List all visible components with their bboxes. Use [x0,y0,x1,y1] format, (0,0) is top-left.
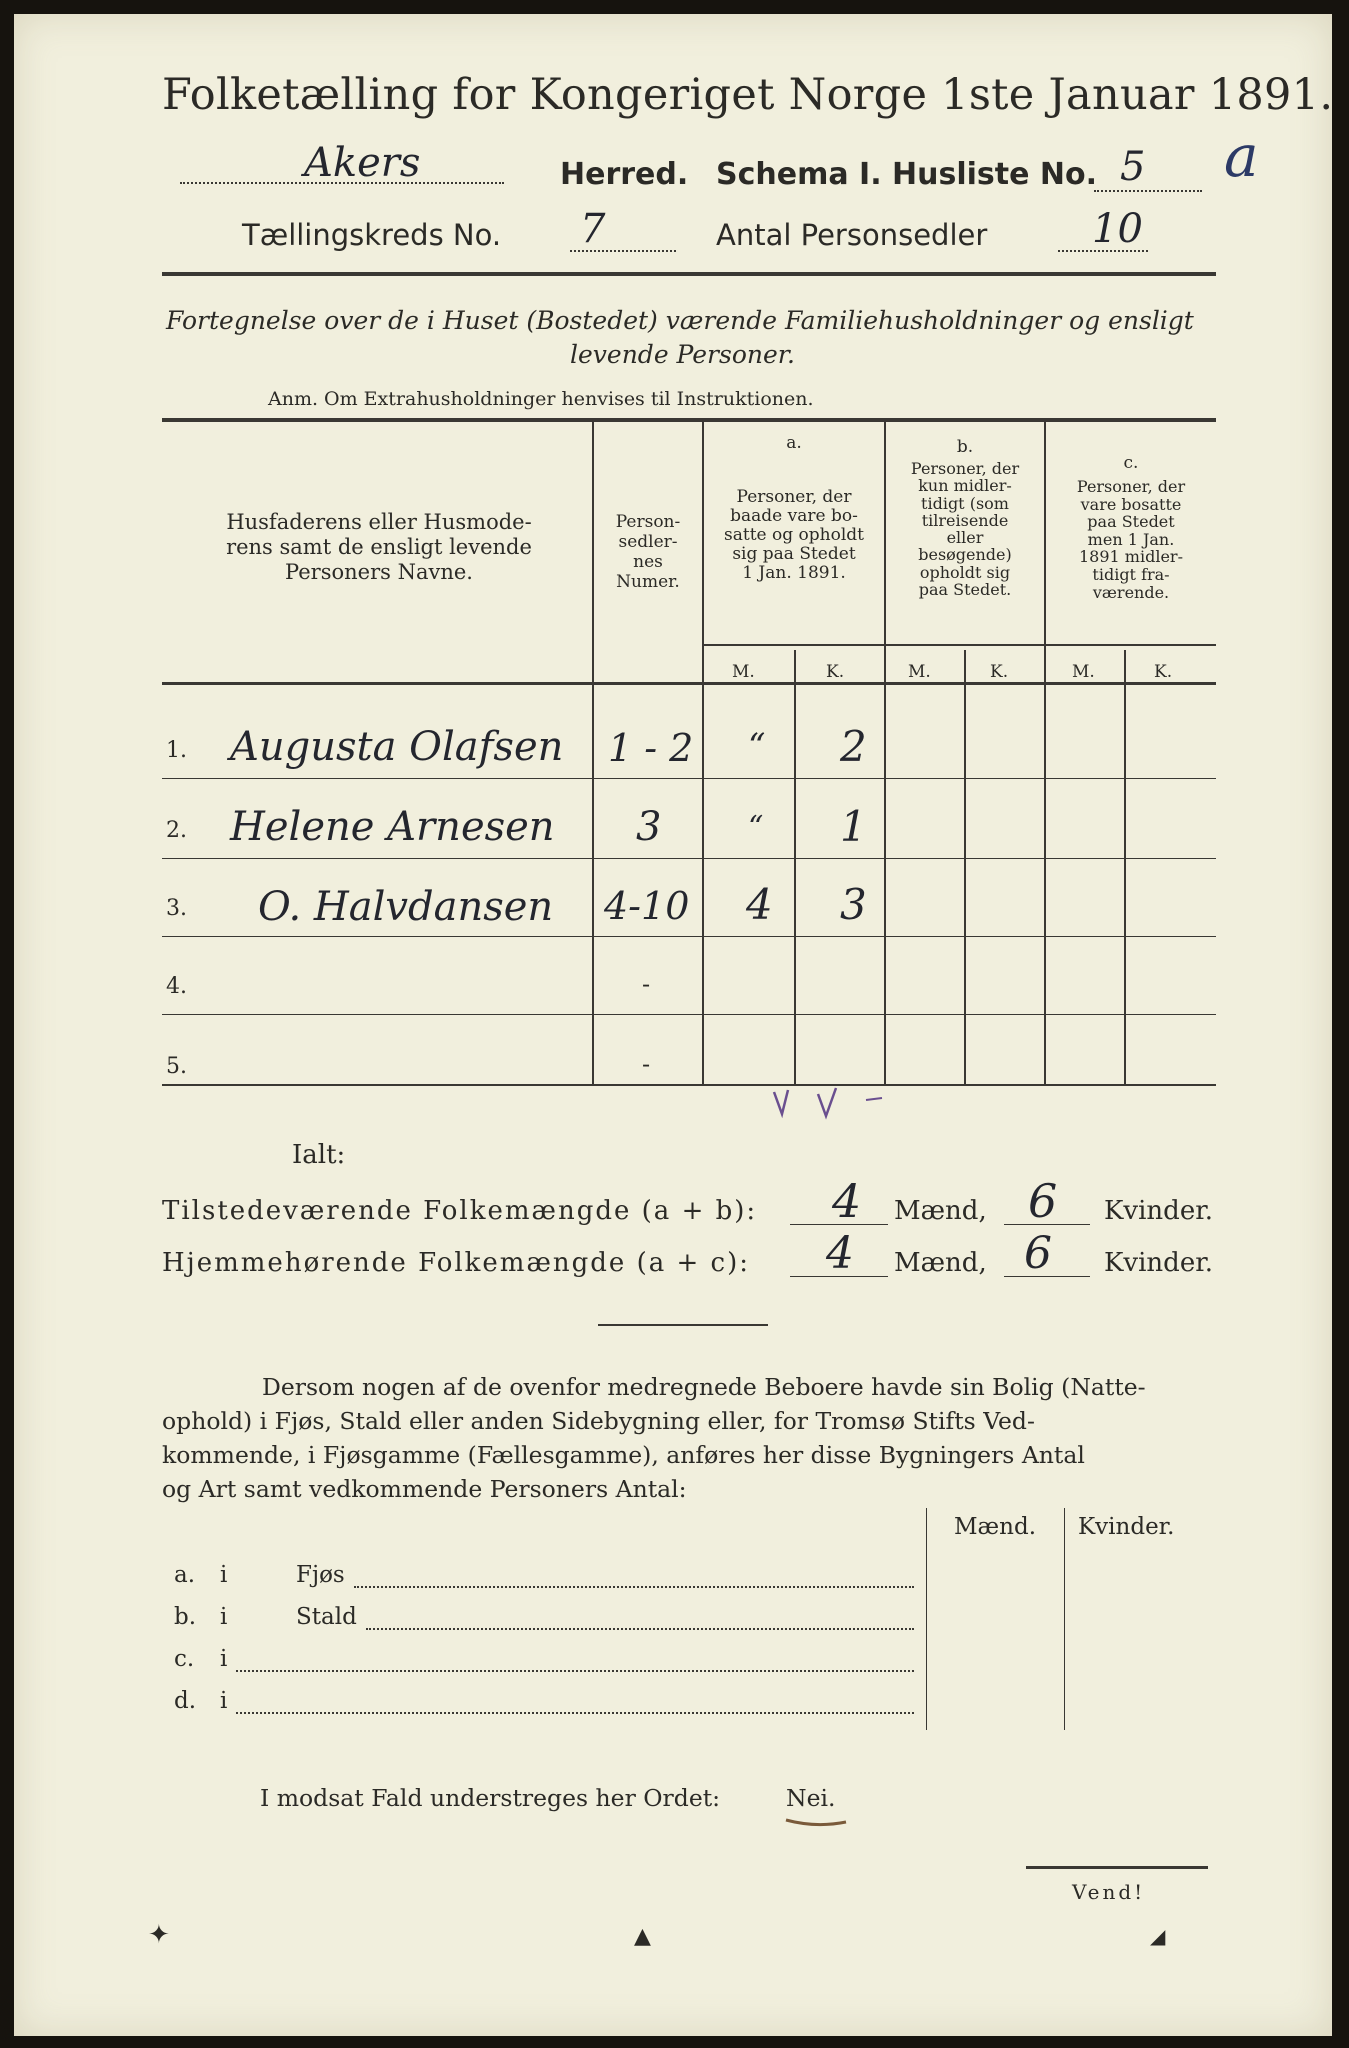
herred-label: Herred. [560,157,689,192]
building-i: i [220,1562,228,1588]
total-resident-men: 4 [826,1228,854,1279]
kreds-value: 7 [580,206,606,252]
antal-label: Antal Personsedler [716,218,988,252]
row-name: O. Halvdansen [258,884,554,930]
margin-mark: a [1224,122,1259,190]
sub-a-m: M. [732,662,755,682]
sub-c-m: M. [1072,662,1095,682]
kreds-label: Tællingskreds No. [242,218,502,252]
buildings-col-kvinder: Kvinder. [1078,1514,1175,1540]
row-2-line [162,858,1216,859]
row-3-line [162,936,1216,937]
row-number: 5. [166,1054,187,1079]
row-numer: - [642,970,651,998]
row-a-k: 2 [840,722,867,771]
sub-c-k: K. [1154,662,1173,682]
row-1-line [162,778,1216,779]
col-b-mk-divider [964,650,966,1086]
total-present-kvinder: Kvinder. [1104,1196,1214,1226]
header-c-letter: c. [1123,453,1139,473]
husliste-value: 5 [1120,144,1146,190]
row-numer: - [642,1050,651,1078]
antal-value: 10 [1092,206,1143,252]
row-a-k: 3 [840,880,867,929]
col-a-mk-divider [794,650,796,1086]
sub-a-k: K. [826,662,845,682]
building-dotted-line [354,1586,914,1588]
building-letter: d. [174,1688,197,1714]
buildings-paragraph: Dersom nogen af de ovenfor medregnede Beboere havde sin Bolig (Natte- ophold) i Fjøs, Stald eller anden Sidebygning eller, for Tromsø Stifts Ved- kommende, i Fjøsgamme (Fællesgamme), anføres her disse Bygningers Antal og Art samt vedkommende Personers Antal: [162,1373,1146,1503]
sub-b-k: K. [990,662,1009,682]
row-number: 4. [166,974,187,999]
building-dotted-line [366,1628,914,1630]
nei-word: Nei. [786,1784,836,1812]
header-numer: Person- sedler- nes Numer. [615,512,681,593]
intro-line-1: Fortegnelse over de i Huset (Bostedet) værende Familiehusholdninger og ensligt [166,306,1194,335]
row-numer: 4-10 [604,884,690,928]
building-letter: a. [174,1562,196,1588]
row-a-k: 1 [840,802,867,851]
row-4-line [162,1014,1216,1015]
row-name: Helene Arnesen [230,804,555,850]
building-label: Fjøs [296,1562,345,1588]
nei-underline-mark [782,1814,852,1830]
total-present-women: 6 [1028,1174,1058,1228]
row-number: 1. [166,738,187,763]
building-i: i [220,1604,228,1630]
header-b: Personer, der kun midler- tidigt (som tilreisende eller besøgende) opholdt sig paa Stedet. [910,459,1020,599]
row-numer: 3 [636,804,662,850]
binding-mark-center-icon: ▲ [634,1924,651,1949]
ialt-label: Ialt: [292,1140,346,1170]
header-c: Personer, der vare bosatte paa Stedet men 1 Jan. 1891 midler- tidigt fra- værende. [1076,477,1186,602]
vend-rule [1026,1866,1208,1869]
row-number: 3. [166,896,187,921]
building-letter: c. [174,1646,195,1672]
col-c-mk-divider [1124,650,1126,1086]
building-dotted-line [236,1670,914,1672]
intro-line-2: levende Personer. [570,340,795,369]
header-a: Personer, der baade vare bo- satte og opholdt sig paa Stedet 1 Jan. 1891. [724,487,864,584]
total-present-men: 4 [832,1174,862,1228]
header-names: Husfaderens eller Husmode- rens samt de ensligt levende Personers Navne. [226,510,532,585]
binding-mark-left-icon: ✦ [148,1920,170,1950]
total-resident-label: Hjemmehørende Folkemængde (a + c): [162,1248,750,1278]
check-marks-icon [770,1086,910,1126]
table-top-rule [162,418,1216,422]
building-label: Stald [296,1604,357,1630]
header-b-letter: b. [956,437,974,457]
table-header-bottom-rule [162,682,1216,685]
herred-value: Akers [304,140,421,186]
total-present-maend: Mænd, [894,1196,987,1226]
husliste-dotted-line [1094,190,1202,192]
binding-mark-right-icon: ◢ [1150,1924,1166,1948]
header-a-letter: a. [786,433,802,453]
row-numer: 1 - 2 [608,726,694,770]
building-letter: b. [174,1604,197,1630]
row-a-m: 4 [746,880,773,929]
anm-note: Anm. Om Extrahusholdninger henvises til Instruktionen. [268,388,814,410]
header-rule [162,272,1216,276]
husliste-label: Husliste No. [892,157,1097,192]
buildings-col-maend: Mænd. [954,1514,1037,1540]
vend-text: Vend! [1072,1880,1146,1904]
subheader-rule [704,644,1216,646]
row-number: 2. [166,818,187,843]
building-dotted-line [236,1712,914,1714]
schema-label: Schema I. [716,157,882,192]
total-resident-kvinder: Kvinder. [1104,1248,1214,1278]
building-i: i [220,1688,228,1714]
row-name: Augusta Olafsen [230,724,564,770]
form-title: Folketælling for Kongeriget Norge 1ste Januar 1891. [162,70,1334,120]
census-form-page [14,14,1332,2036]
section-divider [598,1324,768,1326]
buildings-divider-2 [1064,1508,1065,1730]
row-a-m: “ [748,810,764,845]
row-a-m: “ [748,726,766,766]
sub-b-m: M. [908,662,931,682]
total-resident-maend: Mænd, [894,1248,987,1278]
total-present-label: Tilstedeværende Folkemængde (a + b): [162,1196,758,1226]
building-i: i [220,1646,228,1672]
table-bottom-rule [162,1084,1216,1086]
modsat-text: I modsat Fald understreges her Ordet: [260,1784,721,1812]
buildings-divider-1 [926,1508,927,1730]
total-resident-women: 6 [1024,1228,1052,1279]
